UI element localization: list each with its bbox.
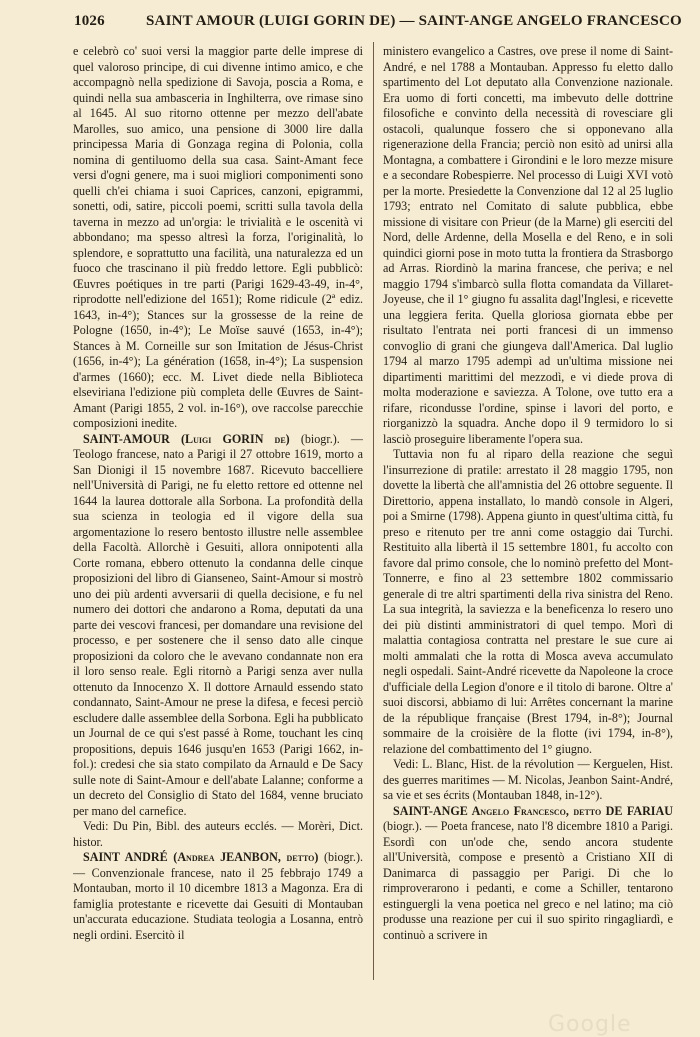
- paragraph-saint-andre-continued: ministero evangelico a Castres, ove prese il nome di Saint-André, e nel 1788 a Montauban. Appresso fu eletto dallo spartimento del Lot deputato alla Convenzione nazionale. Era uomo di forti concetti, ma imbevuto delle dottrine filosofiche e convinto della necessità di rovesciare gli ostacoli, qualunque fossero che si opponevano alla rigenerazione della Francia; perciò non esitò ad unirsi alla Montagna, a combattere i Girondini e le loro mezze misure e a secondare Robespierre. Nel processo di Luigi XVI votò per la morte. Presiedette la Convenzione dal 12 al 25 luglio 1793; entrato nel Comitato di salute pubblica, ebbe missione di visitare con Prieur (de la Marne) gli eserciti del Nord, delle Ardenne, della Mosella e del Reno, e in soli quindici giorni pose in moto tutta la frontiera da Strasborgo ad Arras. Riordinò la marina francese, che periva; e nel maggio 1794 s'imbarcò sulla flotta comandata da Villaret-Joyeuse, che il 1° giugno fu assalita dagl'Inglesi, e ricevette una leggiera ferita. Quella gloriosa giornata ebbe per risultato l'entrata nei porti francesi di un immenso convoglio di grani che giungeva dall'America. Dal luglio 1794 al marzo 1795 adempì ad un'ultima missione nei dipartimenti marittimi del mezzodì, e vi diede prova di molta moderazione e saviezza. A Tolone, ove tutto era a rifare, ricondusse l'ordine, spinse i lavori del porto, e riorganizzò la squadra. Anche dopo il 9 termidoro lo si lasciò proseguire liberamente l'opera sua.: [383, 44, 673, 446]
- entry-heading: SAINT ANDRÉ (Andrea JEANBON, detto): [83, 850, 319, 864]
- entry-heading: SAINT-AMOUR (Luigi GORIN de): [83, 431, 290, 446]
- page-number: 1026: [74, 13, 105, 29]
- column-divider: [373, 42, 374, 980]
- running-title: SAINT AMOUR (LUIGI GORIN DE) — SAINT-ANGE ANGELO FRANCESCO: [146, 13, 682, 29]
- entry-saint-amour: [73, 432, 363, 820]
- entry-body: (biogr.). — Poeta francese, nato l'8 dicembre 1810 a Parigi. Esordì con un'ode che, sendo ancora studente all'Università, compose e presentò a Cristiano XII di Danimarca di passaggio per Parigi. Di che lo rimproverarono i pedanti, e come a Schiller, tentarono estinguergli la vena poetica nel greco e nel latino; ma ciò produsse una reazione per cui il suo spirito ringagliardì, e continuò a scrivere in: [383, 819, 673, 942]
- google-watermark: Google: [548, 1012, 632, 1037]
- entry-body: (biogr.). — Teologo francese, nato a Parigi il 27 ottobre 1619, morto a San Dionigi il 15 novembre 1687. Ricevuto baccelliere nell'Università di Parigi, ne fu eletto rettore ed ottenne nel 1644 la laurea dottorale alla Sorbona. La profondità della sua scienza in teologia ed il vigore della sua argomentazione lo resero bentosto illustre nelle assemblee della Facoltà. Allorchè i Gesuiti, allora onnipotenti alla Corte romana, ebbero ottenuto la condanna delle cinque proposizioni del libro di Gianseneo, Saint-Amour si mostrò uno dei più ardenti avversarii di quella decisione, e fu nel numero dei dottori che andarono a Roma, deputati da una parte dei vescovi francesi, per domandare una revisione del processo, e per sostenere che il senso dato alle cinque proposizioni da coloro che le avevano condannate non era il loro senso reale. Egli ritornò a Parigi senza aver nulla ottenuto da Innocenzo X. Il dottore Arnauld essendo stato condannato, Saint-Amour ne prese la difesa, e fecesi perciò escludere dalle assemblee della Sorbona. Egli ha pubblicato un Journal de ce qui s'est passé à Rome, touchant les cinq propositions, depuis 1646 jusqu'en 1653 (Parigi 1662, in-fol.): credesi che sia stato compilato da Arnauld e De Sacy sulle note di Saint-Amour e dell'abate Lalanne; conforme a un decreto del Consiglio di Stato del 1684, venne bruciato per mano del carnefice.: [73, 431, 363, 818]
- references-saint-andre: Vedi: L. Blanc, Hist. de la révolution — Kerguelen, Hist. des guerres maritimes — M. Nicolas, Jeanbon Saint-André, sa vie et ses écrits (Montauban 1848, in-12°).: [383, 757, 673, 802]
- entry-saint-andre: [73, 850, 363, 943]
- references-saint-amour: Vedi: Du Pin, Bibl. des auteurs ecclés. — Morèri, Dict. histor.: [73, 819, 363, 849]
- entry-heading: SAINT-ANGE Angelo Francesco, detto DE FARIAU: [393, 803, 673, 818]
- paragraph-saint-amant-continued: e celebrò co' suoi versi la maggior parte delle imprese di quel valoroso principe, di cui divenne intimo amico, e che accompagnò nella spedizione di Savoja, poscia a Roma, e quindi nella sua ambasceria in Inghilterra, ove rimase sino al 1645. Al suo ritorno ottenne per mezzo dell'abate Marolles, suo amico, una pensione di 3000 lire dalla principessa Maria di Gonzaga regina di Polonia, colla nomina di gentiluomo della sua casa. Saint-Amant fece versi d'ogni genere, ma i suoi migliori componimenti sono quelli ch'ei chiama i suoi Caprices, canzoni, epigrammi, sonetti, odi, satire, piccoli poemi, scritti sulla tavola della taverna in mezzo ad un'orgia: le trivialità e le oscenità vi abbondano; ma spesso altresì la forza, l'originalità, lo splendore, e soprattutto una facilità, una naturalezza ed un fuoco che trascinano il più freddo lettore. Egli pubblicò: Œuvres poétiques in tre parti (Parigi 1629-43-49, in-4°, riprodotte nell'edizione del 1651); Rome ridicule (2ª ediz. 1643, in-4°); Stances sur la grossesse de la reine de Pologne (1650, in-4°); Le Moïse sauvé (1653, in-4°); Stances à M. Corneille sur son Imitation de Jésus-Christ (1656, in-4°); La génération (1658, in-4°); La suspension d'armes (1660); ecc. M. Livet diede nella Biblioteca elseviriana l'edizione più completa delle Œuvres de Saint-Amant (Parigi 1855, 2 vol. in-16°), ove raccolse parecchie composizioni inedite.: [73, 44, 363, 430]
- entry-body: (biogr.). — Convenzionale francese, nato il 25 febbrajo 1749 a Montauban, morto il 10 dicembre 1813 a Magonza. Era di famiglia protestante e ricevette dai Gesuiti di Montauban un'accurata educazione. Studiata teologia a Losanna, entrò negli ordini. Esercitò il: [73, 850, 363, 942]
- page-header: [74, 13, 682, 39]
- right-column: [383, 44, 673, 979]
- paragraph-saint-andre-reaction: Tuttavia non fu al riparo della reazione che seguì l'insurrezione di pratile: arrestato il 28 maggio 1795, non dovette la libertà che all'amnistia del 26 ottobre seguente. Il Direttorio, appena installato, lo mandò console in Algeri, poi a Smirne (1798). Appena giunto in quest'ultima città, fu preso e ritenuto per tre anni come ostaggio dai Turchi. Restituito alla libertà il 15 settembre 1801, fu accolto con favore dal primo console, che lo nominò prefetto del Mont-Tonnerre, e fino al 23 settembre 1802 commissario generale di tre altri spartimenti della riva sinistra del Reno. La sua integrità, la saviezza e la beneficenza lo resero uno dei più distinti amministratori di quel tempo. Morì di malattia contagiosa contratta nel prestare le sue cure ai molti ammalati che la rotta di Mosca aveva accumulato negli ospedali. Saint-André ricevette da Napoleone la croce d'ufficiale della Legion d'onore e il titolo di barone. Oltre a' suoi discorsi, abbiamo di lui: Arrêtes concernant la marine de la république française (Brest 1794, in-8°); Journal sommaire de la croisière de la flotte (ivi 1794, in-8°), relazione del combattimento del 1° giugno.: [383, 447, 673, 756]
- entry-saint-ange: [383, 804, 673, 944]
- left-column: [73, 44, 363, 979]
